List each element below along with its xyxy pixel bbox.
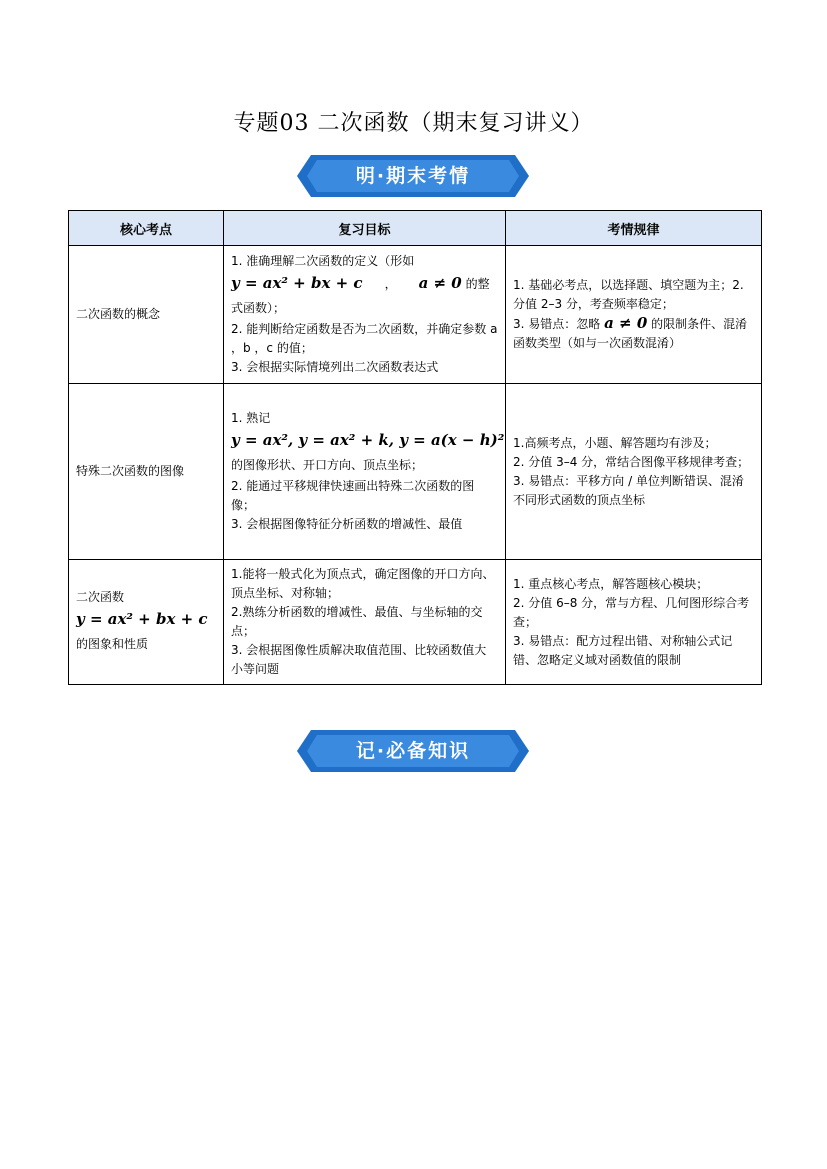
topic-cell: 二次函数 y = ax² + bx + c的图象和性质 <box>69 560 224 685</box>
pattern-line: 1. 重点核心考点，解答题核心模块； <box>513 576 709 591</box>
goal-line: 3. 会根据图像特征分析函数的增减性、最值 <box>231 517 463 531</box>
pattern-cell <box>506 246 762 384</box>
formula: a ≠ 0 <box>418 274 462 292</box>
header-core-topic: 核心考点 <box>69 211 224 246</box>
goal-formula-line: y = ax² + bx + c ， a ≠ 0 的整式函数）； <box>231 274 490 315</box>
banner-label: 记·必备知识 <box>355 740 471 762</box>
pattern-cell <box>506 384 762 560</box>
pattern-cell <box>506 560 762 685</box>
banner-label: 明·期末考情 <box>355 165 471 187</box>
pattern-line: 3. 易错点：配方过程出错、对称轴公式记错、忽略定义域对函数值的限制 <box>513 633 733 667</box>
table-header-row <box>69 211 762 246</box>
goal-line: 1. 熟记 <box>231 411 271 425</box>
goal-line: 3. 会根据图像性质解决取值范围、比较函数值大小等问题 <box>231 643 487 676</box>
header-review-goal: 复习目标 <box>224 211 506 246</box>
goal-line: 2.熟练分析函数的增减性、最值、与坐标轴的交点； <box>231 605 483 638</box>
goal-line: 1.能将一般式化为顶点式，确定图像的开口方向、顶点坐标、对称轴； <box>231 567 495 600</box>
pattern-line: 2. 分值 6–8 分，常与方程、几何图形综合考查； <box>513 595 750 629</box>
formula: y = ax², y = ax² + k, y = a(x − h)² <box>231 431 505 449</box>
topic-cell: 特殊二次函数的图像 <box>69 384 224 560</box>
section-banner-exam <box>297 155 529 197</box>
table-row <box>69 560 762 685</box>
table-row <box>69 246 762 384</box>
pattern-line: 3. 易错点：忽略 a ≠ 0 的限制条件、混淆函数类型（如与一次函数混淆） <box>513 314 748 350</box>
goals-cell <box>224 246 506 384</box>
table-row <box>69 384 762 560</box>
formula: y = ax² + bx + c <box>76 610 208 628</box>
goal-line: 2. 能通过平移规律快速画出特殊二次函数的图像； <box>231 479 475 512</box>
pattern-line: 1. 基础必考点，以选择题、填空题为主；2. 分值 2–3 分，考查频率稳定； <box>513 278 744 311</box>
goal-line: 3. 会根据实际情境列出二次函数表达式 <box>231 360 439 374</box>
topic-cell: 二次函数的概念 <box>69 246 224 384</box>
formula: y = ax² + bx + c <box>231 274 363 292</box>
formula: a ≠ 0 <box>604 314 648 332</box>
goal-line: 2. 能判断给定函数是否为二次函数，并确定参数 a ，b ，c 的值； <box>231 322 498 355</box>
goal-formula-line: y = ax², y = ax² + k, y = a(x − h)² 的图像形状、开口方向、顶点坐标； <box>231 431 505 472</box>
goal-line: 1. 准确理解二次函数的定义（形如 <box>231 254 415 268</box>
goals-cell <box>224 560 506 685</box>
pattern-line: 2. 分值 3–4 分，常结合图像平移规律考查； <box>513 454 750 469</box>
exam-overview-table <box>68 210 762 685</box>
section-banner-knowledge <box>297 730 529 772</box>
header-exam-pattern: 考情规律 <box>506 211 762 246</box>
goals-cell <box>224 384 506 560</box>
pattern-line: 1.高频考点，小题、解答题均有涉及； <box>513 435 717 450</box>
page-title: 专题03 二次函数（期末复习讲义） <box>233 111 594 136</box>
pattern-line: 3. 易错点：平移方向 / 单位判断错误、混淆不同形式函数的顶点坐标 <box>513 473 744 507</box>
